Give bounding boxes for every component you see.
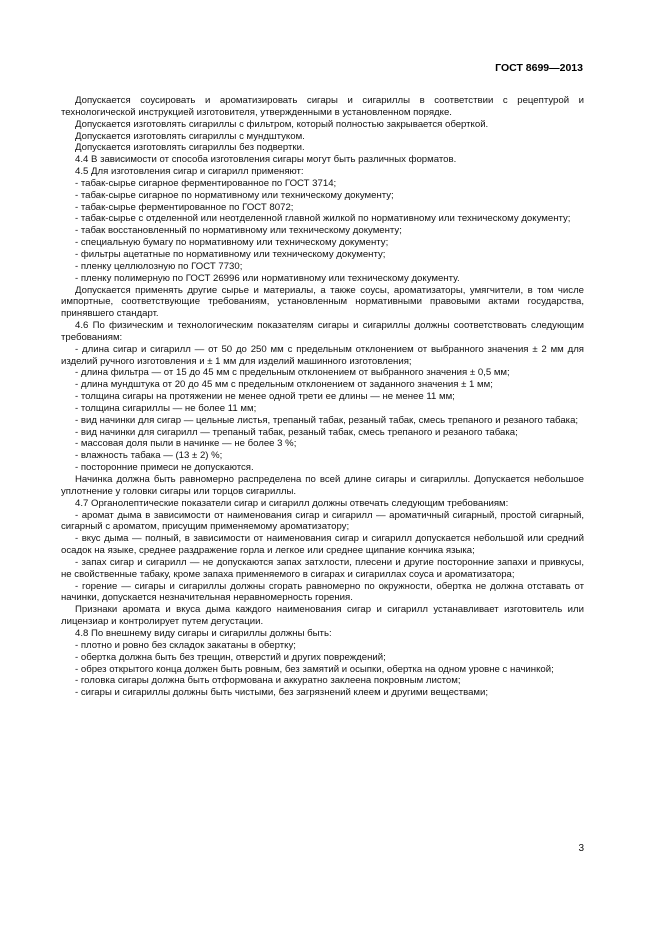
paragraph: - толщина сигариллы — не более 11 мм;	[75, 402, 257, 414]
paragraph: - табак-сырье сигарное по нормативному или техническому документу;	[75, 189, 394, 201]
paragraph: - посторонние примеси не допускаются.	[75, 462, 254, 474]
paragraph: - длина сигар и сигарилл — от 50 до 250 мм с предельным отклонением от выбранного значения ± 2 мм для изделий ручного изготовления и ± 1 мм для изделий машинного изготовления;	[61, 343, 584, 367]
paragraph: - табак восстановленный по нормативному или техническому документу;	[75, 225, 402, 237]
paragraph: - горение — сигары и сигариллы должны сгорать равномерно по окружности, обертка не должна отставать от начинки, допускается незначительная неравномерность горения.	[61, 580, 584, 604]
paragraph: - вкус дыма — полный, в зависимости от наименования сигар и сигарилл допускается небольшой или средний осадок на языке, среднее раздражение горла и легкое или среднее щипание кончика языка;	[61, 533, 584, 557]
paragraph: - фильтры ацетатные по нормативному или техническому документу;	[75, 248, 386, 260]
paragraph: Допускается изготовлять сигариллы с мундштуком.	[75, 130, 305, 142]
paragraph: - табак-сырье ферментированное по ГОСТ 8072;	[75, 201, 294, 213]
paragraph: - длина мундштука от 20 до 45 мм с предельным отклонением от заданного значения ± 1 мм;	[75, 379, 493, 391]
paragraph: Допускается соусировать и ароматизировать сигары и сигариллы в соответствии с рецептурой и технологической инструкцией изготовителя, утвержденными в установленном порядке.	[61, 95, 584, 118]
paragraph: 4.4 В зависимости от способа изготовления сигары могут быть различных форматов.	[75, 154, 457, 166]
paragraph: - аромат дыма в зависимости от наименования сигар и сигарилл — ароматичный сигарный, простой сигарный, сигарный с ароматом, присущим применяемому ароматизатору;	[61, 509, 584, 533]
paragraph: - пленку полимерную по ГОСТ 26996 или нормативному или техническому документу.	[75, 272, 460, 284]
paragraph: - специальную бумагу по нормативному или техническому документу;	[75, 237, 389, 249]
paragraph: 4.8 По внешнему виду сигары и сигариллы должны быть:	[75, 627, 332, 639]
paragraph: - табак-сырье с отделенной или неотделенной главной жилкой по нормативному или техническому документу;	[75, 213, 571, 225]
paragraph: Допускается изготовлять сигариллы без подвертки.	[75, 142, 305, 154]
page-number: 3	[578, 843, 584, 854]
standard-designation: ГОСТ 8699—2013	[495, 62, 583, 74]
paragraph: Допускается применять другие сырье и материалы, а также соусы, ароматизаторы, умягчители, в том числе импортные, соответствующие требованиям, установленным нормативными правовыми актами государства, принявшего стандарт.	[61, 284, 584, 320]
paragraph: - плотно и ровно без складок закатаны в обертку;	[75, 639, 296, 651]
paragraph: Начинка должна быть равномерно распределена по всей длине сигары и сигариллы. Допускается небольшое уплотнение у головки сигары или торцов сигариллы.	[61, 474, 584, 497]
paragraph: - табак-сырье сигарное ферментированное по ГОСТ 3714;	[75, 177, 337, 189]
document-body	[61, 95, 584, 699]
paragraph: - головка сигары должна быть отформована и аккуратно заклеена покровным листом;	[75, 675, 461, 687]
paragraph: - сигары и сигариллы должны быть чистыми, без загрязнений клеем и другими веществами;	[75, 687, 489, 699]
paragraph: - толщина сигары на протяжении не менее одной трети ее длины — не менее 11 мм;	[75, 391, 455, 403]
paragraph: - массовая доля пыли в начинке — не более 3 %;	[75, 438, 297, 450]
paragraph: - запах сигар и сигарилл — не допускаются запах затхлости, плесени и другие посторонние запахи и привкусы, не свойственные табаку, кроме запаха применяемого в сигарах и сигариллах соуса и ароматизатора;	[61, 556, 584, 580]
paragraph: - вид начинки для сигар — цельные листья, трепаный табак, резаный табак, смесь трепаного и резаного табака;	[75, 414, 579, 426]
paragraph: 4.7 Органолептические показатели сигар и сигарилл должны отвечать следующим требованиям:	[75, 497, 509, 509]
paragraph: 4.6 По физическим и технологическим показателям сигары и сигариллы должны соответствовать следующим требованиям:	[61, 320, 584, 343]
paragraph: 4.5 Для изготовления сигар и сигарилл применяют:	[75, 166, 304, 178]
paragraph: - влажность табака — (13 ± 2) %;	[75, 450, 223, 462]
paragraph: - пленку целлюлозную по ГОСТ 7730;	[75, 260, 243, 272]
paragraph: Допускается изготовлять сигариллы с фильтром, который полностью закрывается оберткой.	[75, 118, 489, 130]
paragraph: Признаки аромата и вкуса дыма каждого наименования сигар и сигарилл устанавливает изготовитель или лицензиар и контролирует путем дегустации.	[61, 604, 584, 628]
paragraph: - обрез открытого конца должен быть ровным, без замятий и осыпки, обертка на одном уровне с начинкой;	[75, 663, 554, 675]
paragraph: - обертка должна быть без трещин, отверстий и других повреждений;	[75, 651, 386, 663]
paragraph: - длина фильтра — от 15 до 45 мм с предельным отклонением от выбранного значения ± 0,5 мм;	[75, 367, 510, 379]
paragraph: - вид начинки для сигарилл — трепаный табак, резаный табак, смесь трепаного и резаного табака;	[75, 426, 518, 438]
